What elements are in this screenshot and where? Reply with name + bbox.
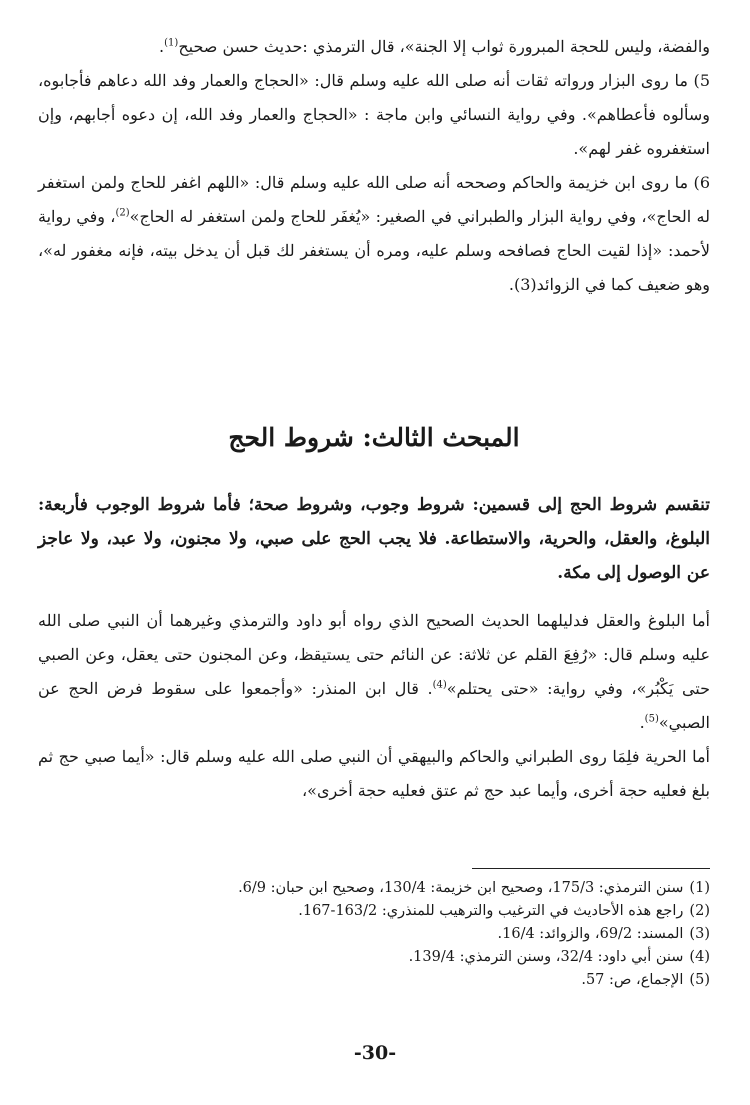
footnote-item: (1)سنن الترمذي: 175/3، وصحيح ابن خزيمة: 130/4، وصحيح ابن حبان: 6/9. (238, 880, 710, 896)
footnote-item: (3)المسند: 69/2، والزوائد: 16/4. (497, 926, 710, 942)
section-title: المبحث الثالث: شروط الحج (228, 423, 520, 452)
footnote-divider (472, 868, 710, 869)
footnote-item: (4)سنن أبي داود: 32/4، وسنن الترمذي: 139/4. (408, 949, 710, 965)
lead-paragraph: تنقسم شروط الحج إلى قسمين: شروط وجوب، وشروط صحة؛ فأما شروط الوجوب فأربعة: البلوغ، والعقل، والحرية، والاستطاعة. فلا يجب الحج على صبي، ولا مجنون، ولا عبد، ولا عاجز عن الوصول إلى مكة. (38, 495, 710, 583)
paragraph-puberty-reason: أما البلوغ والعقل فدليلهما الحديث الصحيح الذي رواه أبو داود والترمذي وغيرهما أن النبي صلى الله عليه وسلم قال: «رُفِعَ القلم عن ثلاثة: عن النائم حتى يستيقظ، وعن المجنون حتى يعقل، وعن الصبي حتى يَكْبُر»، وفي رواية: «حتى يحتلم»$^{(4)}$. قال ابن المنذر: «وأجمعوا على سقوط فرض الحج عن الصبي»$^{(5)}$. (38, 611, 711, 732)
paragraph-freedom: أما الحرية فلِمَا روى الطبراني والحاكم والبيهقي أن النبي صلى الله عليه وسلم قال: «أيما صبي حج ثم بلغ فعليه حجة أخرى، وأيما عبد حج ثم عتق فعليه حجة أخرى»، (38, 747, 710, 800)
footnote-ref-2: (2) (115, 207, 130, 219)
body-paragraphs (38, 604, 710, 808)
footnote-ref-1: (1) (164, 37, 179, 49)
top-paragraphs (38, 30, 710, 302)
page-number: -30- (353, 1042, 397, 1064)
footnote-ref-4: (4) (432, 679, 447, 691)
paragraph-hadith-6: 6) ما روى ابن خزيمة والحاكم وصححه أنه صلى الله عليه وسلم قال: «اللهم اغفر للحاج ولمن استغفر له الحاج»، وفي رواية البزار والطبراني في الصغير: «يُغفَر للحاج ولمن استغفر له الحاج»$^{(2)}$، وفي رواية لأحمد: «إذا لقيت الحاج فصافحه وسلم عليه، ومره أن يستغفر لك قبل أن يدخل بيته، فإنه مغفور له»، وهو ضعيف كما في الزوائد(3). (38, 173, 711, 294)
footnotes (38, 868, 710, 992)
section-heading-block (38, 418, 710, 458)
paragraph-continuation: والفضة، وليس للحجة المبرورة ثواب إلا الجنة»، قال الترمذي :حديث حسن صحيح$^{(1)}$. (159, 37, 710, 56)
footnote-item: (2)راجع هذه الأحاديث في الترغيب والترهيب للمنذري: 163/2-167. (298, 903, 710, 919)
paragraph-hadith-5: 5) ما روى البزار ورواته ثقات أنه صلى الله عليه وسلم قال: «الحجاج والعمار وفد الله دعاهم فأجابوه، وسألوه فأعطاهم». وفي رواية النسائي وابن ماجة : «الحجاج والعمار وفد الله، إن دعوه أجابهم، وإن استغفروه غفر لهم». (38, 71, 710, 158)
footnote-item: (5)الإجماع، ص: 57. (581, 972, 710, 988)
footnote-ref-5: (5) (644, 713, 659, 725)
footnote-list (38, 877, 710, 992)
lead-block (38, 488, 710, 590)
